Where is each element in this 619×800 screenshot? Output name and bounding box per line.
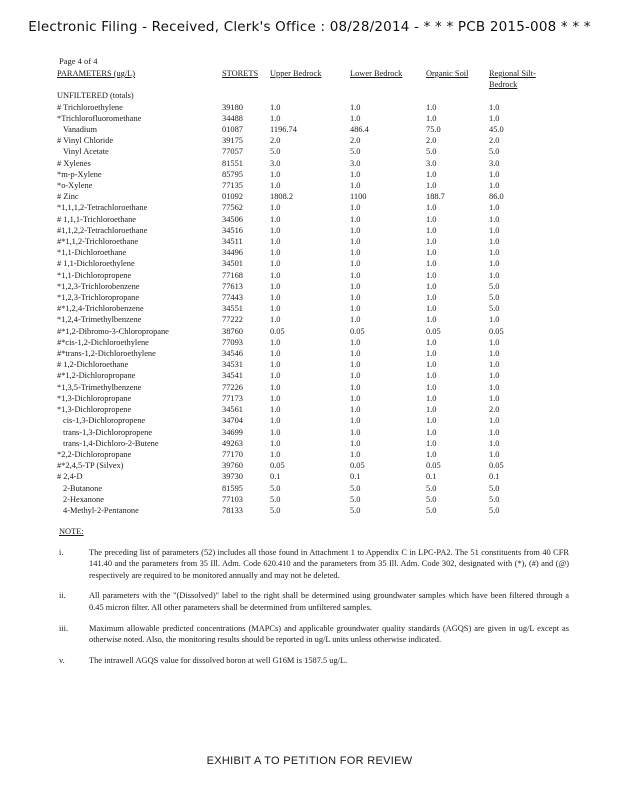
cell-parameter: *Trichlorofluoromethane (57, 113, 142, 123)
cell-storet: 39730 (222, 472, 243, 482)
cell-organic-soil: 1.0 (426, 304, 437, 314)
cell-parameter: #*cis-1,2-Dichloroethylene (57, 337, 149, 347)
notes-title: NOTE: (59, 527, 84, 536)
note-item (59, 623, 569, 646)
table-row (57, 382, 549, 393)
cell-storet: 34704 (222, 416, 243, 426)
table-row (57, 247, 549, 258)
notes-section (59, 526, 569, 675)
cell-upper-bedrock: 1.0 (270, 371, 281, 381)
cell-upper-bedrock: 1.0 (270, 315, 281, 325)
cell-upper-bedrock: 1.0 (270, 293, 281, 303)
cell-organic-soil: 1.0 (426, 427, 437, 437)
cell-parameter: *1,1-Dichloroethane (57, 248, 127, 258)
cell-organic-soil: 1.0 (426, 169, 437, 179)
cell-organic-soil: 1.0 (426, 270, 437, 280)
cell-upper-bedrock: 1.0 (270, 304, 281, 314)
cell-regional-silt-bedrock: 1.0 (489, 203, 500, 213)
cell-upper-bedrock: 1.0 (270, 382, 281, 392)
cell-lower-bedrock: 0.1 (350, 472, 361, 482)
cell-lower-bedrock: 2.0 (350, 136, 361, 146)
cell-parameter: trans-1,4-Dichloro-2-Butene (63, 438, 159, 448)
filing-banner: Electronic Filing - Received, Clerk's Office : 08/28/2014 - * * * PCB 2015-008 * * * (28, 19, 591, 35)
cell-upper-bedrock: 1.0 (270, 337, 281, 347)
note-item (59, 655, 569, 667)
cell-regional-silt-bedrock: 1.0 (489, 337, 500, 347)
cell-lower-bedrock: 1.0 (350, 237, 361, 247)
cell-upper-bedrock: 1.0 (270, 225, 281, 235)
cell-regional-silt-bedrock: 1.0 (489, 259, 500, 269)
column-header-upper-bedrock: Upper Bedrock (270, 69, 322, 78)
cell-parameter: # Vinyl Chloride (57, 136, 114, 146)
cell-parameter: cis-1,3-Dichloropropene (63, 416, 146, 426)
table-row (57, 158, 549, 169)
cell-storet: 81595 (222, 483, 243, 493)
cell-lower-bedrock: 5.0 (350, 483, 361, 493)
cell-organic-soil: 1.0 (426, 393, 437, 403)
cell-organic-soil: 1.0 (426, 225, 437, 235)
cell-upper-bedrock: 2.0 (270, 136, 281, 146)
table-row (57, 303, 549, 314)
cell-parameter: *o-Xylene (57, 181, 93, 191)
cell-upper-bedrock: 5.0 (270, 494, 281, 504)
cell-organic-soil: 1.0 (426, 113, 437, 123)
cell-organic-soil: 1.0 (426, 315, 437, 325)
table-row (57, 348, 549, 359)
cell-parameter: # Xylenes (57, 158, 91, 168)
cell-regional-silt-bedrock: 1.0 (489, 248, 500, 258)
cell-lower-bedrock: 1.0 (350, 337, 361, 347)
cell-storet: 39175 (222, 136, 243, 146)
exhibit-footer: EXHIBIT A TO PETITION FOR REVIEW (206, 755, 413, 767)
cell-regional-silt-bedrock: 5.0 (489, 505, 500, 515)
cell-storet: 77613 (222, 281, 243, 291)
table-row (57, 135, 549, 146)
table-row (57, 102, 549, 113)
cell-storet: 77093 (222, 337, 243, 347)
table-row (57, 202, 549, 213)
cell-lower-bedrock: 1.0 (350, 405, 361, 415)
cell-lower-bedrock: 1.0 (350, 315, 361, 325)
cell-storet: 34501 (222, 259, 243, 269)
cell-parameter: # 1,2-Dichloroethane (57, 360, 129, 370)
cell-organic-soil: 1.0 (426, 237, 437, 247)
cell-storet: 77173 (222, 393, 243, 403)
cell-storet: 34488 (222, 113, 243, 123)
cell-regional-silt-bedrock: 1.0 (489, 315, 500, 325)
table-row (57, 404, 549, 415)
table-row (57, 483, 549, 494)
cell-storet: 34541 (222, 371, 243, 381)
table-row (57, 191, 549, 202)
cell-upper-bedrock: 1.0 (270, 237, 281, 247)
cell-upper-bedrock: 1.0 (270, 259, 281, 269)
cell-lower-bedrock: 1.0 (350, 270, 361, 280)
cell-storet: 34511 (222, 237, 243, 247)
cell-organic-soil: 1.0 (426, 371, 437, 381)
cell-parameter: *1,3-Dichloropropene (57, 405, 132, 415)
cell-organic-soil: 1.0 (426, 438, 437, 448)
cell-lower-bedrock: 1.0 (350, 416, 361, 426)
cell-storet: 34561 (222, 405, 243, 415)
cell-parameter: *m-p-Xylene (57, 169, 102, 179)
note-number: iii. (59, 623, 69, 633)
cell-regional-silt-bedrock: 5.0 (489, 293, 500, 303)
column-header-lower-bedrock: Lower Bedrock (350, 69, 403, 78)
cell-lower-bedrock: 5.0 (350, 494, 361, 504)
cell-lower-bedrock: 1.0 (350, 181, 361, 191)
table-row (57, 113, 549, 124)
cell-parameter: #*1,2-Dibromo-3-Chloropropane (57, 326, 169, 336)
cell-regional-silt-bedrock: 5.0 (489, 304, 500, 314)
cell-upper-bedrock: 1.0 (270, 438, 281, 448)
cell-parameter: # Trichloroethylene (57, 102, 123, 112)
cell-parameter: #*1,1,2-Trichloroethane (57, 237, 139, 247)
table-row (57, 460, 549, 471)
cell-upper-bedrock: 1.0 (270, 360, 281, 370)
cell-parameter: #*1,2,4-Trichlorobenzene (57, 304, 144, 314)
table-row (57, 214, 549, 225)
cell-parameter: # 2,4-D (57, 472, 83, 482)
cell-storet: 01092 (222, 192, 243, 202)
cell-storet: 77057 (222, 147, 243, 157)
table-row (57, 236, 549, 247)
cell-organic-soil: 3.0 (426, 158, 437, 168)
cell-organic-soil: 1.0 (426, 405, 437, 415)
cell-organic-soil: 0.05 (426, 326, 441, 336)
cell-organic-soil: 1.0 (426, 360, 437, 370)
cell-upper-bedrock: 1.0 (270, 169, 281, 179)
cell-organic-soil: 5.0 (426, 147, 437, 157)
table-row (57, 337, 549, 348)
cell-regional-silt-bedrock: 1.0 (489, 270, 500, 280)
cell-lower-bedrock: 1.0 (350, 360, 361, 370)
cell-organic-soil: 1.0 (426, 248, 437, 258)
table-row (57, 505, 549, 516)
cell-storet: 77222 (222, 315, 243, 325)
cell-organic-soil: 1.0 (426, 416, 437, 426)
cell-lower-bedrock: 1.0 (350, 382, 361, 392)
cell-storet: 39760 (222, 461, 243, 471)
cell-parameter: *1,1,1,2-Tetrachloroethane (57, 203, 148, 213)
cell-organic-soil: 1.0 (426, 349, 437, 359)
cell-organic-soil: 1.0 (426, 382, 437, 392)
cell-lower-bedrock: 1.0 (350, 427, 361, 437)
cell-parameter: # Zinc (57, 192, 79, 202)
cell-organic-soil: 1.0 (426, 181, 437, 191)
cell-lower-bedrock: 1.0 (350, 169, 361, 179)
cell-regional-silt-bedrock: 5.0 (489, 494, 500, 504)
notes-list (59, 547, 569, 667)
cell-upper-bedrock: 1.0 (270, 270, 281, 280)
cell-storet: 77562 (222, 203, 243, 213)
table-row (57, 225, 549, 236)
cell-lower-bedrock: 1.0 (350, 393, 361, 403)
cell-organic-soil: 75.0 (426, 125, 441, 135)
cell-upper-bedrock: 3.0 (270, 158, 281, 168)
cell-storet: 39180 (222, 102, 243, 112)
table-row (57, 494, 549, 505)
cell-upper-bedrock: 1196.74 (270, 125, 297, 135)
cell-upper-bedrock: 1.0 (270, 203, 281, 213)
cell-storet: 49263 (222, 438, 243, 448)
cell-regional-silt-bedrock: 3.0 (489, 158, 500, 168)
cell-organic-soil: 1.0 (426, 449, 437, 459)
cell-upper-bedrock: 1.0 (270, 393, 281, 403)
cell-regional-silt-bedrock: 1.0 (489, 449, 500, 459)
cell-lower-bedrock: 1.0 (350, 214, 361, 224)
cell-regional-silt-bedrock: 5.0 (489, 281, 500, 291)
cell-storet: 78133 (222, 505, 243, 515)
cell-regional-silt-bedrock: 5.0 (489, 483, 500, 493)
cell-organic-soil: 0.05 (426, 461, 441, 471)
cell-lower-bedrock: 1.0 (350, 225, 361, 235)
table-row (57, 270, 549, 281)
table-row (57, 370, 549, 381)
cell-parameter: *1,3-Dichloropropane (57, 393, 132, 403)
cell-upper-bedrock: 1.0 (270, 181, 281, 191)
cell-parameter: # 1,1,1-Trichloroethane (57, 214, 137, 224)
cell-regional-silt-bedrock: 1.0 (489, 371, 500, 381)
cell-lower-bedrock: 5.0 (350, 505, 361, 515)
note-number: v. (59, 655, 65, 665)
note-text: The preceding list of parameters (52) includes all those found in Attachment 1 to Appendix C in LPC-PA2. The 51 constituents from 40 CFR 141.40 and the parameters from 35 Ill. Adm. Code 620.410 and the parameters from 35 Ill. Adm. Code 302, designated with (*), (#) and (@) respectively are required to be monitored annually and may not be deleted. (89, 547, 569, 580)
cell-organic-soil: 1.0 (426, 337, 437, 347)
cell-storet: 77226 (222, 382, 243, 392)
cell-regional-silt-bedrock: 0.05 (489, 326, 504, 336)
cell-parameter: *2,2-Dichloropropane (57, 449, 132, 459)
column-header-regional-silt-bedrock: Regional Silt-Bedrock (489, 69, 536, 90)
page-number: Page 4 of 4 (59, 56, 98, 66)
table-row (57, 146, 549, 157)
column-header-organic-soil: Organic Soil (426, 69, 469, 78)
table-row (57, 471, 549, 482)
table-row (57, 393, 549, 404)
cell-organic-soil: 1.0 (426, 203, 437, 213)
table-row (57, 281, 549, 292)
table-row (57, 169, 549, 180)
cell-regional-silt-bedrock: 1.0 (489, 360, 500, 370)
cell-storet: 01087 (222, 125, 243, 135)
cell-lower-bedrock: 0.05 (350, 461, 365, 471)
table-row (57, 314, 549, 325)
cell-regional-silt-bedrock: 1.0 (489, 113, 500, 123)
cell-organic-soil: 2.0 (426, 136, 437, 146)
cell-lower-bedrock: 3.0 (350, 158, 361, 168)
cell-upper-bedrock: 1.0 (270, 102, 281, 112)
cell-organic-soil: 1.0 (426, 259, 437, 269)
cell-parameter: Vinyl Acetate (63, 147, 109, 157)
cell-parameter: *1,2,3-Trichloropropane (57, 293, 140, 303)
table-row (57, 359, 549, 370)
table-row (57, 449, 549, 460)
table-row (57, 258, 549, 269)
cell-storet: 81551 (222, 158, 243, 168)
cell-parameter: trans-1,3-Dichloropropene (63, 427, 153, 437)
table-row (57, 326, 549, 337)
cell-lower-bedrock: 1.0 (350, 449, 361, 459)
table-row (57, 438, 549, 449)
parameters-table (57, 68, 549, 516)
group-label: UNFILTERED (totals) (57, 91, 134, 101)
cell-storet: 34496 (222, 248, 243, 258)
note-item (59, 547, 569, 582)
cell-regional-silt-bedrock: 1.0 (489, 181, 500, 191)
cell-upper-bedrock: 1808.2 (270, 192, 294, 202)
cell-organic-soil: 5.0 (426, 505, 437, 515)
cell-storet: 77168 (222, 270, 243, 280)
cell-lower-bedrock: 5.0 (350, 147, 361, 157)
cell-upper-bedrock: 1.0 (270, 405, 281, 415)
note-text: The intrawell AGQS value for dissolved boron at well G16M is 1587.5 ug/L. (89, 655, 348, 665)
cell-parameter: Vanadium (63, 125, 97, 135)
cell-lower-bedrock: 0.05 (350, 326, 365, 336)
note-text: Maximum allowable predicted concentrations (MAPCs) and applicable groundwater quality standards (AGQS) are given in ug/L except as otherwise noted. Also, the monitoring results should be reported in ug/L units unless otherwise indicated. (89, 623, 569, 645)
cell-lower-bedrock: 1.0 (350, 304, 361, 314)
cell-lower-bedrock: 1.0 (350, 259, 361, 269)
cell-upper-bedrock: 0.1 (270, 472, 281, 482)
cell-parameter: 2-Butanone (63, 483, 103, 493)
cell-parameter: #*1,2-Dichloropropane (57, 371, 136, 381)
cell-storet: 34551 (222, 304, 243, 314)
column-header-parameters: PARAMETERS (ug/L) (57, 69, 136, 78)
cell-lower-bedrock: 1.0 (350, 293, 361, 303)
column-header-storets: STORETS (222, 69, 259, 78)
cell-parameter: # 1,1-Dichloroethylene (57, 259, 135, 269)
table-row (57, 292, 549, 303)
cell-parameter: 2-Hexanone (63, 494, 104, 504)
cell-upper-bedrock: 0.05 (270, 326, 285, 336)
cell-lower-bedrock: 1.0 (350, 281, 361, 291)
note-item (59, 590, 569, 613)
table-row (57, 124, 549, 135)
cell-storet: 85795 (222, 169, 243, 179)
cell-regional-silt-bedrock: 1.0 (489, 225, 500, 235)
table-row (57, 180, 549, 191)
cell-organic-soil: 188.7 (426, 192, 445, 202)
group-label-row (57, 90, 549, 101)
cell-regional-silt-bedrock: 2.0 (489, 405, 500, 415)
cell-upper-bedrock: 1.0 (270, 349, 281, 359)
cell-parameter: *1,1-Dichloropropene (57, 270, 132, 280)
cell-regional-silt-bedrock: 5.0 (489, 147, 500, 157)
cell-storet: 34699 (222, 427, 243, 437)
cell-organic-soil: 1.0 (426, 214, 437, 224)
cell-regional-silt-bedrock: 2.0 (489, 136, 500, 146)
cell-upper-bedrock: 1.0 (270, 214, 281, 224)
cell-upper-bedrock: 1.0 (270, 427, 281, 437)
cell-upper-bedrock: 0.05 (270, 461, 285, 471)
cell-regional-silt-bedrock: 1.0 (489, 102, 500, 112)
cell-parameter: *1,2,4-Trimethylbenzene (57, 315, 142, 325)
cell-storet: 34531 (222, 360, 243, 370)
cell-lower-bedrock: 1.0 (350, 438, 361, 448)
cell-lower-bedrock: 1100 (350, 192, 367, 202)
cell-organic-soil: 0.1 (426, 472, 437, 482)
cell-parameter: #*trans-1,2-Dichloroethylene (57, 349, 156, 359)
cell-regional-silt-bedrock: 1.0 (489, 214, 500, 224)
cell-storet: 34506 (222, 214, 243, 224)
cell-organic-soil: 1.0 (426, 102, 437, 112)
cell-organic-soil: 5.0 (426, 483, 437, 493)
cell-storet: 77443 (222, 293, 243, 303)
cell-upper-bedrock: 5.0 (270, 147, 281, 157)
cell-regional-silt-bedrock: 1.0 (489, 237, 500, 247)
cell-regional-silt-bedrock: 1.0 (489, 382, 500, 392)
cell-regional-silt-bedrock: 86.0 (489, 192, 504, 202)
note-text: All parameters with the "(Dissolved)" label to the right shall be determined using groundwater samples which have been filtered through a 0.45 micron filter. All other parameters shall be determined from unfiltered samples. (89, 591, 569, 612)
cell-upper-bedrock: 5.0 (270, 483, 281, 493)
cell-organic-soil: 1.0 (426, 293, 437, 303)
cell-parameter: 4-Methyl-2-Pentanone (63, 505, 139, 515)
cell-storet: 38760 (222, 326, 243, 336)
cell-upper-bedrock: 1.0 (270, 416, 281, 426)
cell-lower-bedrock: 1.0 (350, 248, 361, 258)
cell-storet: 34546 (222, 349, 243, 359)
cell-regional-silt-bedrock: 1.0 (489, 169, 500, 179)
cell-parameter: #*2,4,5-TP (Silvex) (57, 461, 124, 471)
cell-storet: 77103 (222, 494, 243, 504)
table-row (57, 427, 549, 438)
cell-organic-soil: 5.0 (426, 494, 437, 504)
cell-upper-bedrock: 1.0 (270, 281, 281, 291)
note-number: ii. (59, 591, 66, 601)
cell-parameter: #1,1,2,2-Tetrachloroethane (57, 225, 148, 235)
cell-lower-bedrock: 1.0 (350, 371, 361, 381)
cell-storet: 77135 (222, 181, 243, 191)
cell-regional-silt-bedrock: 1.0 (489, 416, 500, 426)
cell-organic-soil: 1.0 (426, 281, 437, 291)
cell-regional-silt-bedrock: 0.05 (489, 461, 504, 471)
note-number: i. (59, 547, 64, 557)
cell-upper-bedrock: 1.0 (270, 449, 281, 459)
table-header-row (57, 68, 549, 90)
cell-upper-bedrock: 1.0 (270, 113, 281, 123)
cell-storet: 34516 (222, 225, 243, 235)
cell-regional-silt-bedrock: 1.0 (489, 438, 500, 448)
cell-upper-bedrock: 5.0 (270, 505, 281, 515)
cell-lower-bedrock: 1.0 (350, 349, 361, 359)
cell-regional-silt-bedrock: 1.0 (489, 349, 500, 359)
cell-lower-bedrock: 1.0 (350, 102, 361, 112)
cell-regional-silt-bedrock: 1.0 (489, 427, 500, 437)
cell-lower-bedrock: 1.0 (350, 113, 361, 123)
cell-regional-silt-bedrock: 0.1 (489, 472, 500, 482)
cell-parameter: *1,2,3-Trichlorobenzene (57, 281, 140, 291)
cell-regional-silt-bedrock: 1.0 (489, 393, 500, 403)
cell-lower-bedrock: 486.4 (350, 125, 369, 135)
table-row (57, 415, 549, 426)
cell-parameter: *1,3,5-Trimethylbenzene (57, 382, 142, 392)
cell-lower-bedrock: 1.0 (350, 203, 361, 213)
cell-storet: 77170 (222, 449, 243, 459)
cell-upper-bedrock: 1.0 (270, 248, 281, 258)
cell-regional-silt-bedrock: 45.0 (489, 125, 504, 135)
